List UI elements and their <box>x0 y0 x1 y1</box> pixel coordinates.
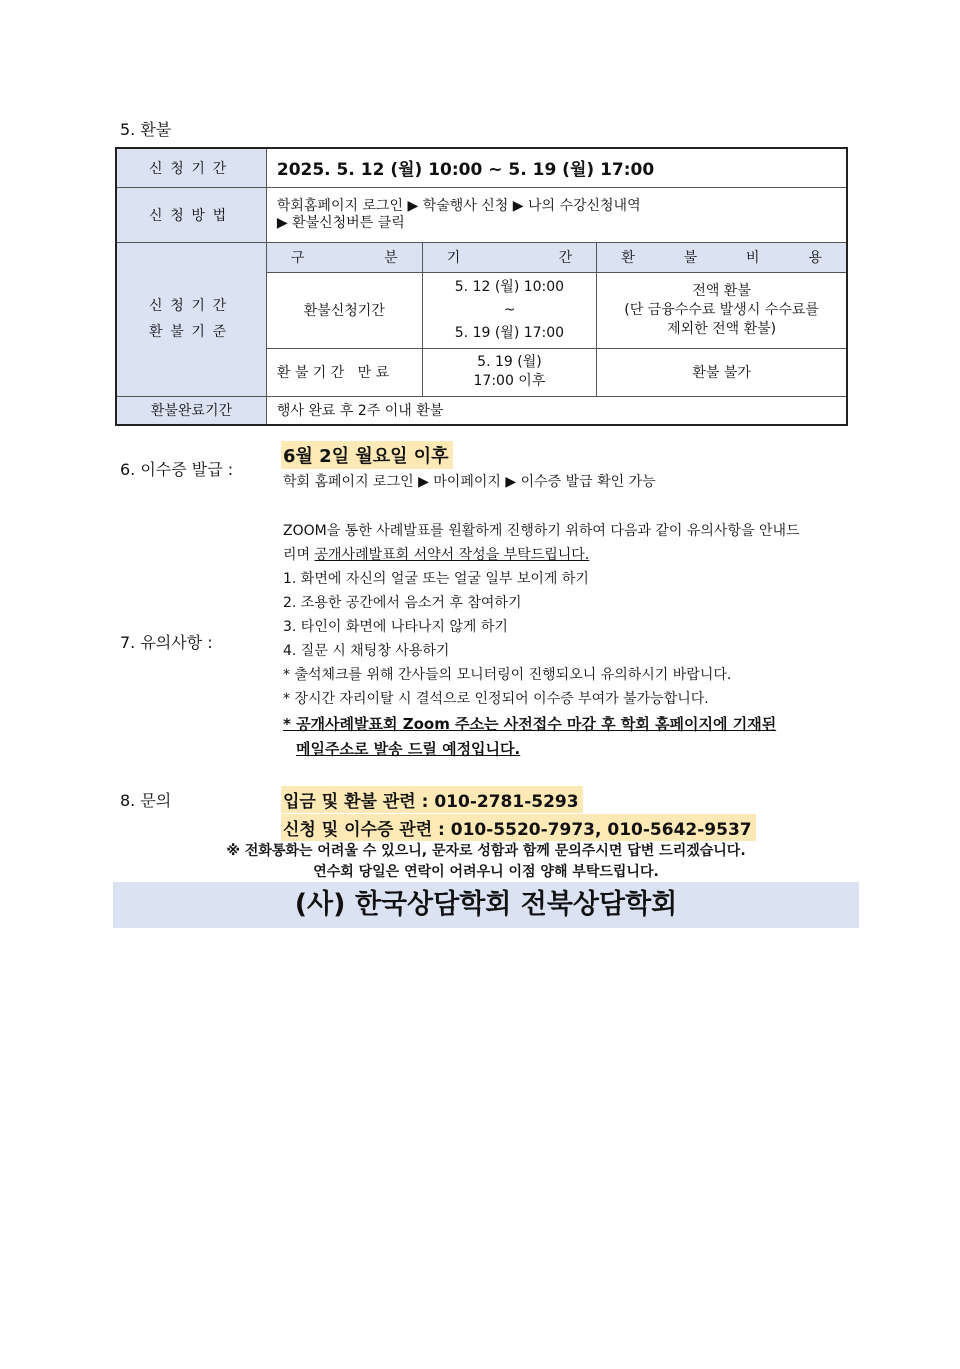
contact-notice-line-1: ※ 전화통화는 어려울 수 있으니, 문자로 성함과 함께 문의주시면 답변 드리겠습니다. <box>226 843 746 859</box>
notice-item-2: 2. 조용한 공간에서 음소거 후 참여하기 <box>283 595 522 611</box>
col-cost-char-1: 환 <box>621 250 635 266</box>
row1-cost-line-3: 제외한 전액 환불) <box>667 320 777 337</box>
col-period-char-1: 기 <box>446 250 461 266</box>
contact-notice <box>113 841 859 883</box>
col-category-char-2: 분 <box>384 250 398 266</box>
col-header-period <box>422 242 597 272</box>
row2-cost: 환불 불가 <box>597 348 847 396</box>
notice-note-1: * 출석체크를 위해 간사들의 모니터링이 진행되오니 유의하시기 바랍니다. <box>283 667 732 683</box>
row1-period <box>422 272 597 348</box>
row1-period-sep: ~ <box>503 301 516 318</box>
period-label: 신청기간 <box>116 148 266 187</box>
notice-note-3-line-2: 메일주소로 발송 드릴 예정입니다. <box>296 740 521 758</box>
contact-certificate: 신청 및 이수증 관련 : 010-5520-7973, 010-5642-9537 <box>281 814 756 841</box>
col-header-cost <box>597 242 847 272</box>
certificate-date: 6월 2일 월요일 이후 <box>281 441 453 469</box>
row1-category: 환불신청기간 <box>266 272 422 348</box>
refund-table <box>115 147 848 426</box>
col-cost-char-3: 비 <box>746 250 760 266</box>
col-period-char-2: 간 <box>558 250 573 266</box>
notice-intro-line-1: ZOOM을 통한 사례발표를 원활하게 진행하기 위하여 다음과 같이 유의사항을 안내드 <box>283 523 800 539</box>
row1-cost-line-1: 전액 환불 <box>692 282 751 299</box>
done-value: 행사 완료 후 2주 이내 환불 <box>266 396 847 425</box>
organization-footer: (사) 한국상담학회 전북상담학회 <box>113 882 859 928</box>
section-7-title: 7. 유의사항 : <box>120 633 213 652</box>
row2-period <box>422 348 597 396</box>
row1-period-start: 5. 12 (월) 10:00 <box>454 278 565 295</box>
method-line-1: 학회홈페이지 로그인 ▶ 학술행사 신청 ▶ 나의 수강신청내역 <box>276 197 641 214</box>
row2-period-line-1: 5. 19 (월) <box>477 354 542 370</box>
notice-note-3-line-1: * 공개사례발표회 Zoom 주소는 사전접수 마감 후 학회 홈페이지에 기재된 <box>283 715 777 733</box>
criteria-label <box>116 242 266 396</box>
notice-note-2: * 장시간 자리이탈 시 결석으로 인정되어 이수증 부여가 불가능합니다. <box>283 691 709 707</box>
col-header-category <box>266 242 422 272</box>
row2-period-line-2: 17:00 이후 <box>473 373 546 389</box>
period-value: 2025. 5. 12 (월) 10:00 ~ 5. 19 (월) 17:00 <box>266 148 847 187</box>
section-8-title: 8. 문의 <box>120 791 172 810</box>
criteria-label-line-1: 신청기간 <box>148 298 234 314</box>
contact-notice-line-2: 연수회 당일은 연락이 어려우니 이점 양해 부탁드립니다. <box>313 864 659 880</box>
section-5-title: 5. 환불 <box>120 120 172 139</box>
notice-item-3: 3. 타인이 화면에 나타나지 않게 하기 <box>283 619 508 635</box>
notice-item-4: 4. 질문 시 채팅창 사용하기 <box>283 643 450 659</box>
method-line-2: ▶ 환불신청버튼 클릭 <box>276 214 405 231</box>
notice-intro-prefix: 리며 <box>283 547 315 563</box>
contact-refund: 입금 및 환불 관련 : 010-2781-5293 <box>281 786 583 813</box>
notice-block <box>283 519 853 761</box>
done-label: 환불완료기간 <box>116 396 266 425</box>
certificate-path: 학회 홈페이지 로그인 ▶ 마이페이지 ▶ 이수증 발급 확인 가능 <box>283 474 656 490</box>
col-cost-char-4: 용 <box>808 250 822 266</box>
method-label: 신청방법 <box>116 187 266 242</box>
col-cost-char-2: 불 <box>683 250 698 266</box>
col-category-char-1: 구 <box>290 250 305 266</box>
notice-intro-underlined: 공개사례발표회 서약서 작성을 부탁드립니다. <box>314 547 590 563</box>
method-value <box>266 187 847 242</box>
section-6-title: 6. 이수증 발급 : <box>120 460 234 479</box>
notice-intro-line-2 <box>283 543 853 567</box>
notice-item-1: 1. 화면에 자신의 얼굴 또는 얼굴 일부 보이게 하기 <box>283 571 589 587</box>
row1-cost <box>597 272 847 348</box>
row2-category: 환 불 기 간 만 료 <box>266 348 422 396</box>
row1-cost-line-2: (단 금융수수료 발생시 수수료를 <box>624 301 819 318</box>
row1-period-end: 5. 19 (월) 17:00 <box>454 324 565 341</box>
criteria-label-line-2: 환불기준 <box>148 324 234 340</box>
